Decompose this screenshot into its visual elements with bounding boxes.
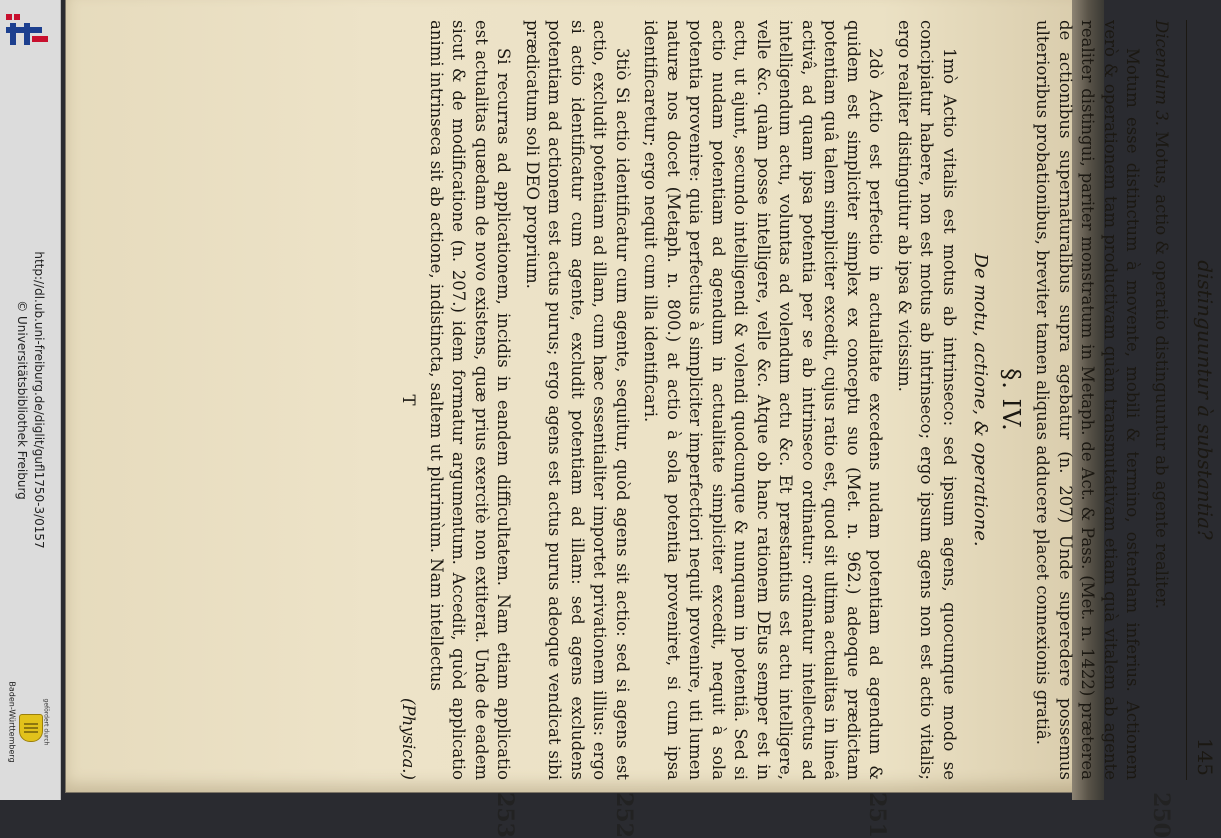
paragraph-253 xyxy=(425,20,519,838)
marginal-number-250: 250 xyxy=(1148,792,1174,838)
page-footer xyxy=(397,20,419,780)
signature-mark: T xyxy=(399,394,419,406)
library-sidebar xyxy=(0,0,61,800)
page-text-block xyxy=(211,20,1221,838)
section-title: §. IV. xyxy=(997,368,1025,432)
baden-wuerttemberg-crest-icon xyxy=(19,714,43,742)
header-rule xyxy=(1186,20,1187,780)
paragraph-primo: 1mò Actio vitalis est motus ab intrinseco: sed ipsum agens, quocunque modo se concipiatur habere, non est motus ab intrinseco; ergo ipsum agens non est actio vitalis; ergo realiter distinguitur ab ipsa & vicissim. xyxy=(895,20,959,780)
dicendum-lead: Dicendum 3. xyxy=(1152,20,1171,126)
ub-freiburg-logo-icon[interactable] xyxy=(6,12,52,48)
viewer-watermark xyxy=(13,251,47,548)
paragraph-250 xyxy=(1148,20,1174,838)
paragraph-motus: Motum esse distinctum à movente, mobili & termino, ostendam inferius. Actionem verò & operationem tam productivam quàm transmutativam etiam quà vitalem ab agente realiter distingui, pariter monstratum in Metaph. de Act. & Pass. (Met. n. 1422) præterea de actionibus supernaturalibus supra agebatur (n. 207) Unde superedere possemus ulterioribus probationibus, breviter tamen aliquas adducere placet connexionis gratiâ. xyxy=(1033,20,1143,780)
custos-word: (Physica.) xyxy=(399,698,419,780)
paragraph-tertio: 3tiò Si actio identificatur cum agente, sequitur, quòd agens sit actio: sed si agens est actio, excludit potentiam ad illam, cum hæc essentialiter importet privationem illius: ergo si actio identificatur cum agente, excludit potentiam ad illam: sed agens excludens potentiam ad actionem est actus purus; ergo agens est actus purus adeoque vendicat sibi prædicatum soli DEO proprium. xyxy=(523,20,632,780)
paragraph-secundo: 2dò Actio est perfectio in actualitate excedens nudam potentiam ad agendum & quidem est simpliciter simplex ex conceptu suo (Met. n. 962.) adeoque prædictam potentiam quâ talem simpliciter excedit, cujus ratio est, quod sit ultima actualitas in lineâ activâ, ad quam ipsa potentia per se ab intrinseco ordinatur: ordinatur intellectus ad intelligendum actu, voluntas ad volendum actu &c. Et præstantius est actu intelligere, velle &c. quàm posse intelligere, velle &c. Atque ob hanc rationem DEus semper est in actu, ut ajunt, secundo intelligendi & volendi quodcunque & nunquam in potentiâ. Sed si actio nudam potentiam ad agendum in actualitate simpliciter excedit, nequit à sola potentia provenire: quia perfectius à simpliciter imperfectiori nequit provenire, uti lumen naturæ nos docet (Metaph. n. 800.) at actio à sola potentia proveniret, si cum ipsa identificaretur; ergo nequit cum illa identificari. xyxy=(641,20,886,780)
paragraph-251 xyxy=(639,20,891,838)
marginal-number-251: 251 xyxy=(864,792,891,838)
dicendum-text: Motus, actio & operatio distinguuntur ab agente realiter. xyxy=(1152,131,1171,609)
paragraph-si-recurras: Si recurras ad applicationem, incidis in eandem difficultatem. Nam etiam applicatio est actualitas quædam de novo existens, quæ prius exercitè non extiterat. Unde de eadem sicut & de modificatione (n. 207.) idem formatur argumentum. Accedit, quòd applicatio animi intrinseca sit ab actione, indistincta, saltem ut plurimùm. Nam intellectus xyxy=(427,20,514,780)
running-head xyxy=(1191,20,1221,780)
copyright-notice: © Universitätsbibliothek Freiburg xyxy=(15,300,29,500)
funder-label: gefördert durch xyxy=(42,698,50,746)
document-url[interactable]: http://dl.ub.uni-freiburg.de/diglit/gufl1750-3/0157 xyxy=(32,251,46,549)
marginal-number-252: 252 xyxy=(611,792,637,838)
funder-name: Baden-Württemberg xyxy=(7,681,17,763)
page-number: 145 xyxy=(1193,737,1217,776)
paragraph-250-body xyxy=(1150,20,1173,780)
paragraph-252 xyxy=(521,20,637,838)
running-head-title: distinguuntur à substantia? xyxy=(1193,260,1217,540)
marginal-number-253: 253 xyxy=(492,792,519,838)
section-subtitle: De motu, actione, & operatione. xyxy=(970,253,991,547)
